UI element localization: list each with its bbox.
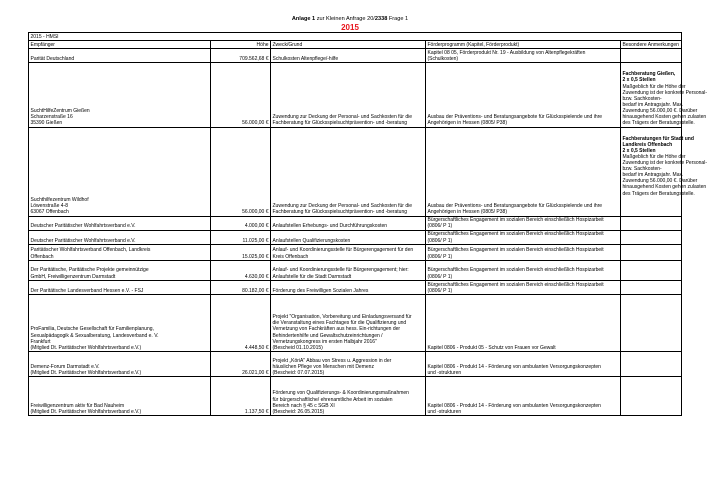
column-header-hoehe: Höhe — [211, 41, 271, 49]
purpose-line: Anlaufstelle für die Stadt Darmstadt — [272, 273, 352, 280]
recipient-line: Parität Deutschland — [30, 55, 75, 62]
purpose-line: Projekt "Organisation, Vorbereitung und Einladungsversand für — [272, 314, 412, 321]
purpose-line: Fachberatung für Glücksspielsuchtprävention- und -beratung — [272, 209, 408, 216]
header-prefix: Anlage 1 — [291, 16, 316, 22]
purpose-line: für bürgerschaftliche/ ehrenamtliche Arbeit im sozialen — [272, 396, 393, 403]
recipient-line: 35390 Gießen — [30, 120, 63, 127]
table-row — [29, 377, 682, 416]
recipient-line: Sexualpädagogik & Sexualberatung, Landesverband e. V. — [30, 332, 159, 339]
program-line: (Schulkosten) — [427, 55, 459, 62]
recipient-line: Freiwilligenzentrum aktiv für Bad Nauheim — [30, 402, 125, 409]
amount-cell: 56.000,00 € — [211, 63, 271, 127]
amount-cell: 709.562,68 € — [211, 49, 271, 63]
table-row — [29, 127, 682, 216]
recipient-line: (Mitglied Dt. Paritätischer Wohlfahrtsverband e.V.) — [30, 408, 142, 415]
purpose-cell — [271, 127, 426, 216]
remarks-cell — [621, 352, 682, 377]
recipient-line: Demenz-Forum Darmstadt e.V. — [30, 363, 100, 370]
program-cell — [426, 377, 621, 416]
recipient-line: Offenbach — [30, 253, 54, 260]
remarks-line: Maßgeblich für die Höhe der — [622, 154, 686, 160]
remarks-line: des Trägers der Beratungsstelle. — [622, 190, 695, 197]
remarks-title-line: Landkreis Offenbach — [622, 141, 673, 148]
table-row — [29, 216, 682, 230]
purpose-cell — [271, 230, 426, 244]
purpose-line: Behindertenhilfe und Gewaltschutzeinrichtungen / — [272, 332, 383, 339]
section-title: 2015 - HMSI — [29, 33, 682, 41]
purpose-line: Vernetzung von Fachkräften aus hess. Ein-richtungen der — [272, 326, 401, 333]
recipient-cell — [29, 230, 211, 244]
purpose-line: Schulkosten Altenpflege/-hilfe — [272, 55, 339, 62]
remarks-title-line: 2 x 0,5 Stellen — [622, 147, 656, 154]
program-line: und -strukturen — [427, 369, 462, 376]
amount-cell: 4.000,00 € — [211, 216, 271, 230]
recipient-cell — [29, 281, 211, 295]
remarks-line: hinausgehend Kosten gehen zulasten — [622, 184, 707, 191]
recipient-line: Deutscher Paritätischer Wohlfahrtsverband e.V. — [30, 237, 136, 244]
program-cell — [426, 295, 621, 352]
table-row — [29, 261, 682, 281]
recipient-cell — [29, 245, 211, 261]
program-line: Ausbau der Präventions- und Beratungsangebote für Glücksspielende und ihre — [427, 114, 603, 121]
remarks-line: Zuwendung ist der konkrete Personal- — [622, 89, 707, 96]
remarks-line: bzw. Sachkosten- — [622, 95, 662, 102]
amount-cell: 15.025,00 € — [211, 245, 271, 261]
header-suffix: Frage 1 — [387, 16, 409, 22]
program-cell — [426, 216, 621, 230]
program-line: Bürgerschaftliches Engagement im sozialen Bereich einschließlich Hospizarbeit — [427, 217, 604, 224]
remarks-cell — [621, 295, 682, 352]
column-header-anmerkungen: Besondere Anmerkungen — [621, 41, 682, 49]
purpose-line: Förderung des Freiwilligen Sozialen Jahres — [272, 287, 369, 294]
remarks-line: Zuwendung 56.000,00 €. Darüber — [622, 178, 698, 185]
recipient-line: Der Paritätische Landesverband Hessen e.V. - FSJ — [30, 287, 144, 294]
remarks-cell — [621, 245, 682, 261]
program-line: Bürgerschaftliches Engagement im sozialen Bereich einschließlich Hospizarbeit — [427, 231, 604, 238]
remarks-line: Maßgeblich für die Höhe der — [622, 83, 686, 90]
program-line: (0806/ P 1) — [427, 287, 453, 294]
purpose-cell — [271, 261, 426, 281]
program-line: Kapitel 08 05, Förderprodukt Nr. 19 - Ausbildung von Altenpflegekräften — [427, 49, 586, 56]
amount-cell: 80.182,00 € — [211, 281, 271, 295]
program-cell — [426, 281, 621, 295]
program-line: und -strukturen — [427, 408, 462, 415]
recipient-cell — [29, 352, 211, 377]
amount-cell: 56.000,00 € — [211, 127, 271, 216]
recipient-line: GmbH, Freiwilligenzentrum Darmstadt — [30, 273, 116, 280]
remarks-title-line: Fachberatung Gießen, — [622, 71, 676, 78]
column-header-programm: Förderprogramm (Kapitel, Förderprodukt) — [426, 41, 621, 49]
purpose-line: Bereich nach § 45 c SGB XI — [272, 402, 335, 409]
table-row — [29, 295, 682, 352]
program-line: Ausbau der Präventions- und Beratungsangebote für Glücksspielende und ihre — [427, 203, 603, 210]
remarks-cell — [621, 281, 682, 295]
recipient-line: Löwenstraße 4-8 — [30, 203, 69, 210]
remarks-cell — [621, 230, 682, 244]
recipient-cell — [29, 216, 211, 230]
header-middle: zur Kleinen Anfrage 20/ — [315, 16, 375, 22]
program-line: Kapitel 0806 - Produkt 14 - Förderung von ambulanten Versorgungskonzepten — [427, 363, 601, 370]
purpose-line: (Bescheid 01.10.2015) — [272, 344, 323, 351]
program-cell — [426, 49, 621, 63]
recipient-cell — [29, 261, 211, 281]
table-row — [29, 49, 682, 63]
recipient-line: (Mitglied Dt. Paritätischer Wohlfahrtsverband e.V.) — [30, 344, 142, 351]
recipient-line: (Mitglied Dt. Paritätischer Wohlfahrtsverband e.V.) — [30, 369, 142, 376]
year-title: 2015 — [341, 23, 359, 32]
table-row — [29, 281, 682, 295]
purpose-cell — [271, 49, 426, 63]
amount-cell: 11.025,00 € — [211, 230, 271, 244]
program-cell — [426, 230, 621, 244]
purpose-line: Projekt „KöriA" Abbau von Stress u. Aggression in der — [272, 357, 392, 364]
remarks-line: bedarf im Antragsjahr. Max. — [622, 172, 684, 179]
purpose-cell — [271, 245, 426, 261]
remarks-line: Zuwendung 56.000,00 €. Darüber — [622, 107, 698, 114]
recipient-line: ProFamilia, Deutsche Gesellschaft für Familienplanung, — [30, 326, 154, 333]
remarks-line: bedarf im Antragsjahr. Max. — [622, 101, 684, 108]
program-line: (0806/ P 1) — [427, 273, 453, 280]
remarks-cell — [621, 49, 682, 63]
purpose-line: häuslichen Pflege von Menschen mit Demenz — [272, 363, 374, 370]
purpose-line: (Bescheid: 07.07.2015) — [272, 369, 325, 376]
purpose-cell — [271, 216, 426, 230]
purpose-cell — [271, 281, 426, 295]
amount-cell: 26.021,00 € — [211, 352, 271, 377]
purpose-line: Vernetzungskongress im ersten Halbjahr 2016" — [272, 338, 377, 345]
recipient-cell — [29, 127, 211, 216]
remarks-cell — [621, 377, 682, 416]
purpose-line: (Bescheid: 26.05.2015) — [272, 408, 325, 415]
program-line: Bürgerschaftliches Engagement im sozialen Bereich einschließlich Hospizarbeit — [427, 247, 604, 254]
document-header — [0, 16, 700, 23]
section-title-row — [29, 33, 682, 41]
program-line: (0806/ P 1) — [427, 237, 453, 244]
program-cell — [426, 352, 621, 377]
purpose-line: Anlaufstellen Erhebungs- und Durchführungskosten — [272, 223, 388, 230]
remarks-title-line: 2 x 0,5 Stellen — [622, 77, 656, 84]
purpose-line: die Veranstaltung eines Fachtages für die Qualifizierung und — [272, 320, 407, 327]
program-line: Bürgerschaftliches Engagement im sozialen Bereich einschließlich Hospizarbeit — [427, 281, 604, 288]
purpose-cell — [271, 295, 426, 352]
funding-table — [28, 32, 707, 416]
program-line: Kapitel 0806 - Produkt 05 - Schutz von Frauen vor Gewalt — [427, 344, 556, 351]
purpose-cell — [271, 63, 426, 127]
table-row — [29, 230, 682, 244]
remarks-cell — [621, 127, 707, 216]
recipient-line: Frankfurt — [30, 338, 51, 345]
column-header-row — [29, 41, 682, 49]
remarks-line: bzw. Sachkosten- — [622, 166, 662, 173]
program-line: (0806/ P 1) — [427, 223, 453, 230]
column-header-zweck: Zweck/Grund — [271, 41, 426, 49]
recipient-line: Der Paritätische, Paritätische Projekte gemeinnützige — [30, 267, 149, 274]
recipient-line: Deutscher Paritätischer Wohlfahrtsverband e.V. — [30, 223, 136, 230]
recipient-cell — [29, 295, 211, 352]
program-cell — [426, 261, 621, 281]
purpose-cell — [271, 352, 426, 377]
remarks-cell — [621, 63, 707, 127]
recipient-cell — [29, 63, 211, 127]
table-row — [29, 63, 682, 127]
program-cell — [426, 63, 621, 127]
program-line: Angehörigen in Hessen (0805/ P38) — [427, 209, 507, 216]
recipient-line: Paritätischer Wohlfahrtsverband Offenbach, Landkreis — [30, 247, 151, 254]
recipient-cell — [29, 377, 211, 416]
program-line: Bürgerschaftliches Engagement im sozialen Bereich einschließlich Hospizarbeit — [427, 267, 604, 274]
program-cell — [426, 245, 621, 261]
amount-cell: 4.448,50 € — [211, 295, 271, 352]
header-number: 2338 — [374, 16, 388, 22]
remarks-title-line: Fachberatungen für Stadt und — [622, 135, 694, 142]
purpose-line: Zuwendung zur Deckung der Personal- und Sachkosten für die — [272, 203, 413, 210]
table-row — [29, 245, 682, 261]
purpose-line: Anlaufstellen Qualifizierungskosten — [272, 237, 351, 244]
purpose-line: Anlauf- und Koordinierungsstelle für Bürgerengagement für den — [272, 247, 414, 254]
recipient-line: Suchthilfezentrum Wildhof — [30, 196, 89, 203]
remarks-line: Zuwendung ist der konkrete Personal- — [622, 160, 707, 167]
program-line: Kapitel 0806 - Produkt 14 - Förderung von ambulanten Versorgungskonzepten — [427, 402, 601, 409]
amount-cell: 1.137,50 € — [211, 377, 271, 416]
amount-cell: 4.630,00 € — [211, 261, 271, 281]
program-line: Angehörigen in Hessen (0805/ P38) — [427, 120, 507, 127]
remarks-cell — [621, 261, 682, 281]
purpose-line: Zuwendung zur Deckung der Personal- und Sachkosten für die — [272, 114, 413, 121]
column-header-empfaenger: Empfänger — [29, 41, 211, 49]
program-cell — [426, 127, 621, 216]
remarks-line: hinausgehend Kosten gehen zulasten — [622, 114, 707, 121]
program-line: (0806/ P 1) — [427, 253, 453, 260]
remarks-line: des Trägers der Beratungsstelle. — [622, 120, 695, 127]
purpose-cell — [271, 377, 426, 416]
recipient-line: 63067 Offenbach — [30, 209, 69, 216]
purpose-line: Kreis Offenbach — [272, 253, 309, 260]
purpose-line: Fachberatung für Glücksspielsuchtprävention- und -beratung — [272, 120, 408, 127]
purpose-line: Förderung von Qualifizierungs- & Koordinierungsmaßnahmen — [272, 390, 409, 397]
remarks-cell — [621, 216, 682, 230]
recipient-line: Scharzenstraße 16 — [30, 114, 73, 121]
recipient-cell — [29, 49, 211, 63]
purpose-line: Anlauf- und Koordinierungsstelle für Bürgerengagement; hier: — [272, 267, 409, 274]
recipient-line: SuchtHilfeZentrum Gießen — [30, 107, 90, 114]
table-row — [29, 352, 682, 377]
